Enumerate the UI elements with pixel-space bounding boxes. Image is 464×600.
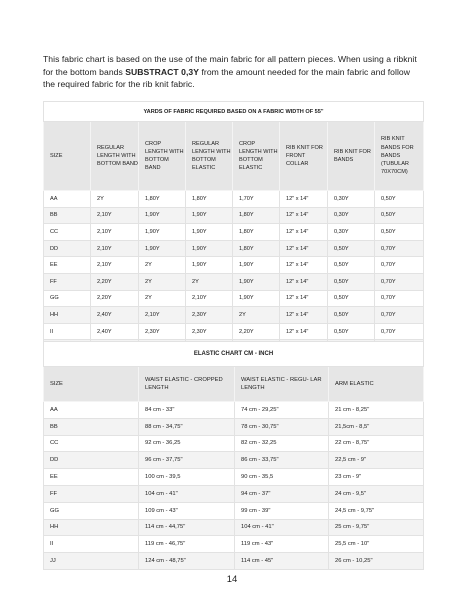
table-row <box>44 418 424 435</box>
table-cell: 1,70Y <box>233 191 280 208</box>
table-cell: 1,80Y <box>139 191 186 208</box>
page-number: 14 <box>226 574 238 585</box>
table-cell: 1,90Y <box>233 273 280 290</box>
table-row <box>44 469 424 486</box>
column-header: RIB KNIT FOR BANDS <box>328 122 375 191</box>
table-cell: 0,50Y <box>328 273 375 290</box>
intro-text: This fabric chart is based on the use of the main fabric for all pattern pieces. When using a ribknit for the bottom bands <box>43 54 417 77</box>
table-cell: 2,10Y <box>139 307 186 324</box>
table-cell: 1,90Y <box>233 257 280 274</box>
size-cell: DD <box>44 452 139 469</box>
intro-text-end: from the amount needed for the main fabric and follow the required fabric for the rib knit fabric. <box>43 66 411 90</box>
table-cell: 26 cm - 10,25" <box>329 553 424 570</box>
table-cell: 24,5 cm - 9,75" <box>329 502 424 519</box>
table-cell: 1,90Y <box>233 290 280 307</box>
table-cell: 21,5cm - 8,5" <box>329 418 424 435</box>
table-cell: 2Y <box>139 257 186 274</box>
table-cell: 86 cm - 33,75" <box>235 452 329 469</box>
table-row <box>44 519 424 536</box>
table-row <box>44 553 424 570</box>
table-cell: 74 cm - 29,25" <box>235 402 329 419</box>
table-cell: 2,10Y <box>91 224 139 241</box>
table-cell: 78 cm - 30,75" <box>235 418 329 435</box>
table-cell: 114 cm - 45" <box>235 553 329 570</box>
column-header: CROP LENGTH WITH BOTTOM BAND <box>139 122 186 191</box>
column-header: ARM ELASTIC <box>329 367 424 402</box>
table-cell: 0,30Y <box>328 191 375 208</box>
table-row <box>44 257 424 274</box>
table-cell: 12" x 14" <box>280 191 328 208</box>
table-row <box>44 290 424 307</box>
size-cell: AA <box>44 402 139 419</box>
size-cell: HH <box>44 307 91 324</box>
table-cell: 0,50Y <box>328 257 375 274</box>
table-cell: 22,5 cm - 9" <box>329 452 424 469</box>
table-cell: 2,40Y <box>91 307 139 324</box>
size-cell: BB <box>44 207 91 224</box>
size-cell: CC <box>44 224 91 241</box>
table-cell: 2Y <box>139 290 186 307</box>
table-cell: 23 cm - 9" <box>329 469 424 486</box>
table-cell: 1,80Y <box>233 207 280 224</box>
table-cell: 0,50Y <box>328 290 375 307</box>
table-row <box>44 191 424 208</box>
table-cell: 104 cm - 41" <box>139 485 235 502</box>
table-cell: 2,20Y <box>91 273 139 290</box>
table-cell: 2Y <box>186 273 233 290</box>
table-cell: 1,90Y <box>139 240 186 257</box>
elastic-chart-table <box>43 341 424 570</box>
table-cell: 0,50Y <box>328 240 375 257</box>
table-cell: 2,10Y <box>91 257 139 274</box>
table-row <box>44 536 424 553</box>
column-header: WAIST ELASTIC - REGU- LAR LENGTH <box>235 367 329 402</box>
table-cell: 12" x 14" <box>280 323 328 340</box>
table-row <box>44 224 424 241</box>
table-cell: 0,70Y <box>375 307 424 324</box>
table-cell: 1,80Y <box>186 191 233 208</box>
intro-emphasis: SUBSTRACT 0,3Y <box>125 66 200 77</box>
table-cell: 0,50Y <box>375 207 424 224</box>
table-cell: 2,30Y <box>139 323 186 340</box>
table-cell: 2,10Y <box>91 207 139 224</box>
table-cell: 1,90Y <box>186 257 233 274</box>
table-cell: 0,50Y <box>328 323 375 340</box>
table-cell: 124 cm - 48,75" <box>139 553 235 570</box>
table-cell: 2,20Y <box>91 290 139 307</box>
table-cell: 2,30Y <box>186 323 233 340</box>
table-cell: 119 cm - 43" <box>235 536 329 553</box>
size-cell: II <box>44 536 139 553</box>
table-cell: 0,70Y <box>375 290 424 307</box>
table-cell: 2,30Y <box>186 307 233 324</box>
table-cell: 12" x 14" <box>280 240 328 257</box>
size-cell: EE <box>44 469 139 486</box>
size-cell: JJ <box>44 553 139 570</box>
size-cell: GG <box>44 502 139 519</box>
table-row <box>44 502 424 519</box>
table-row <box>44 207 424 224</box>
size-cell: HH <box>44 519 139 536</box>
table-row <box>44 485 424 502</box>
table-cell: 1,80Y <box>233 224 280 241</box>
table-cell: 12" x 14" <box>280 307 328 324</box>
table-row <box>44 323 424 340</box>
column-header: RIB KNIT BANDS FOR BANDS (TUBULAR 70X70CM) <box>375 122 424 191</box>
table-cell: 0,30Y <box>328 224 375 241</box>
intro-paragraph <box>43 53 423 91</box>
table-cell: 96 cm - 37,75" <box>139 452 235 469</box>
size-cell: DD <box>44 240 91 257</box>
table-cell: 1,90Y <box>186 240 233 257</box>
table-cell: 12" x 14" <box>280 273 328 290</box>
table-cell: 12" x 14" <box>280 257 328 274</box>
table-cell: 2Y <box>233 307 280 324</box>
table-cell: 12" x 14" <box>280 207 328 224</box>
table-cell: 2,40Y <box>91 323 139 340</box>
table-cell: 0,70Y <box>375 323 424 340</box>
table-row <box>44 402 424 419</box>
table-cell: 0,50Y <box>328 307 375 324</box>
table-cell: 12" x 14" <box>280 290 328 307</box>
elastic-table-title: ELASTIC CHART CM - INCH <box>44 342 424 367</box>
fabric-table-title: YARDS OF FABRIC REQUIRED BASED ON A FABRIC WIDTH OF 55" <box>44 102 424 122</box>
table-cell: 25 cm - 9,75" <box>329 519 424 536</box>
table-cell: 1,80Y <box>233 240 280 257</box>
column-header: CROP LENGTH WITH BOTTOM ELASTIC <box>233 122 280 191</box>
column-header: RIB KNIT FOR FRONT COLLAR <box>280 122 328 191</box>
size-cell: II <box>44 323 91 340</box>
size-cell: AA <box>44 191 91 208</box>
table-cell: 21 cm - 8,25" <box>329 402 424 419</box>
table-cell: 0,70Y <box>375 240 424 257</box>
table-row <box>44 273 424 290</box>
fabric-requirements-table <box>43 101 424 357</box>
table-cell: 1,90Y <box>186 224 233 241</box>
table-row <box>44 307 424 324</box>
size-cell: EE <box>44 257 91 274</box>
table-cell: 119 cm - 46,75" <box>139 536 235 553</box>
table-cell: 2Y <box>91 191 139 208</box>
table-cell: 114 cm - 44,75" <box>139 519 235 536</box>
table-cell: 0,30Y <box>328 207 375 224</box>
column-header: SIZE <box>44 122 91 191</box>
size-cell: FF <box>44 485 139 502</box>
size-cell: CC <box>44 435 139 452</box>
table-cell: 0,70Y <box>375 273 424 290</box>
size-cell: BB <box>44 418 139 435</box>
table-cell: 1,90Y <box>186 207 233 224</box>
table-cell: 25,5 cm - 10" <box>329 536 424 553</box>
size-cell: GG <box>44 290 91 307</box>
table-cell: 100 cm - 39,5 <box>139 469 235 486</box>
table-cell: 0,70Y <box>375 257 424 274</box>
size-cell: FF <box>44 273 91 290</box>
table-cell: 94 cm - 37" <box>235 485 329 502</box>
table-cell: 2,10Y <box>91 240 139 257</box>
table-row <box>44 435 424 452</box>
table-cell: 0,50Y <box>375 191 424 208</box>
table-cell: 22 cm - 8,75" <box>329 435 424 452</box>
table-cell: 82 cm - 32,25 <box>235 435 329 452</box>
table-cell: 0,50Y <box>375 224 424 241</box>
column-header: REGULAR LENGTH WITH BOTTOM BAND <box>91 122 139 191</box>
table-cell: 99 cm - 39" <box>235 502 329 519</box>
table-row <box>44 452 424 469</box>
table-cell: 24 cm - 9,5" <box>329 485 424 502</box>
table-cell: 84 cm - 33" <box>139 402 235 419</box>
table-cell: 104 cm - 41" <box>235 519 329 536</box>
table-cell: 2,10Y <box>186 290 233 307</box>
column-header: SIZE <box>44 367 139 402</box>
table-cell: 12" x 14" <box>280 224 328 241</box>
table-cell: 88 cm - 34,75" <box>139 418 235 435</box>
table-cell: 2Y <box>139 273 186 290</box>
table-cell: 92 cm - 36,25 <box>139 435 235 452</box>
table-cell: 90 cm - 35,5 <box>235 469 329 486</box>
table-cell: 1,90Y <box>139 207 186 224</box>
table-row <box>44 240 424 257</box>
column-header: WAIST ELASTIC - CROPPED LENGTH <box>139 367 235 402</box>
column-header: REGULAR LENGTH WITH BOTTOM ELASTIC <box>186 122 233 191</box>
table-cell: 1,90Y <box>139 224 186 241</box>
table-cell: 109 cm - 43" <box>139 502 235 519</box>
table-cell: 2,20Y <box>233 323 280 340</box>
